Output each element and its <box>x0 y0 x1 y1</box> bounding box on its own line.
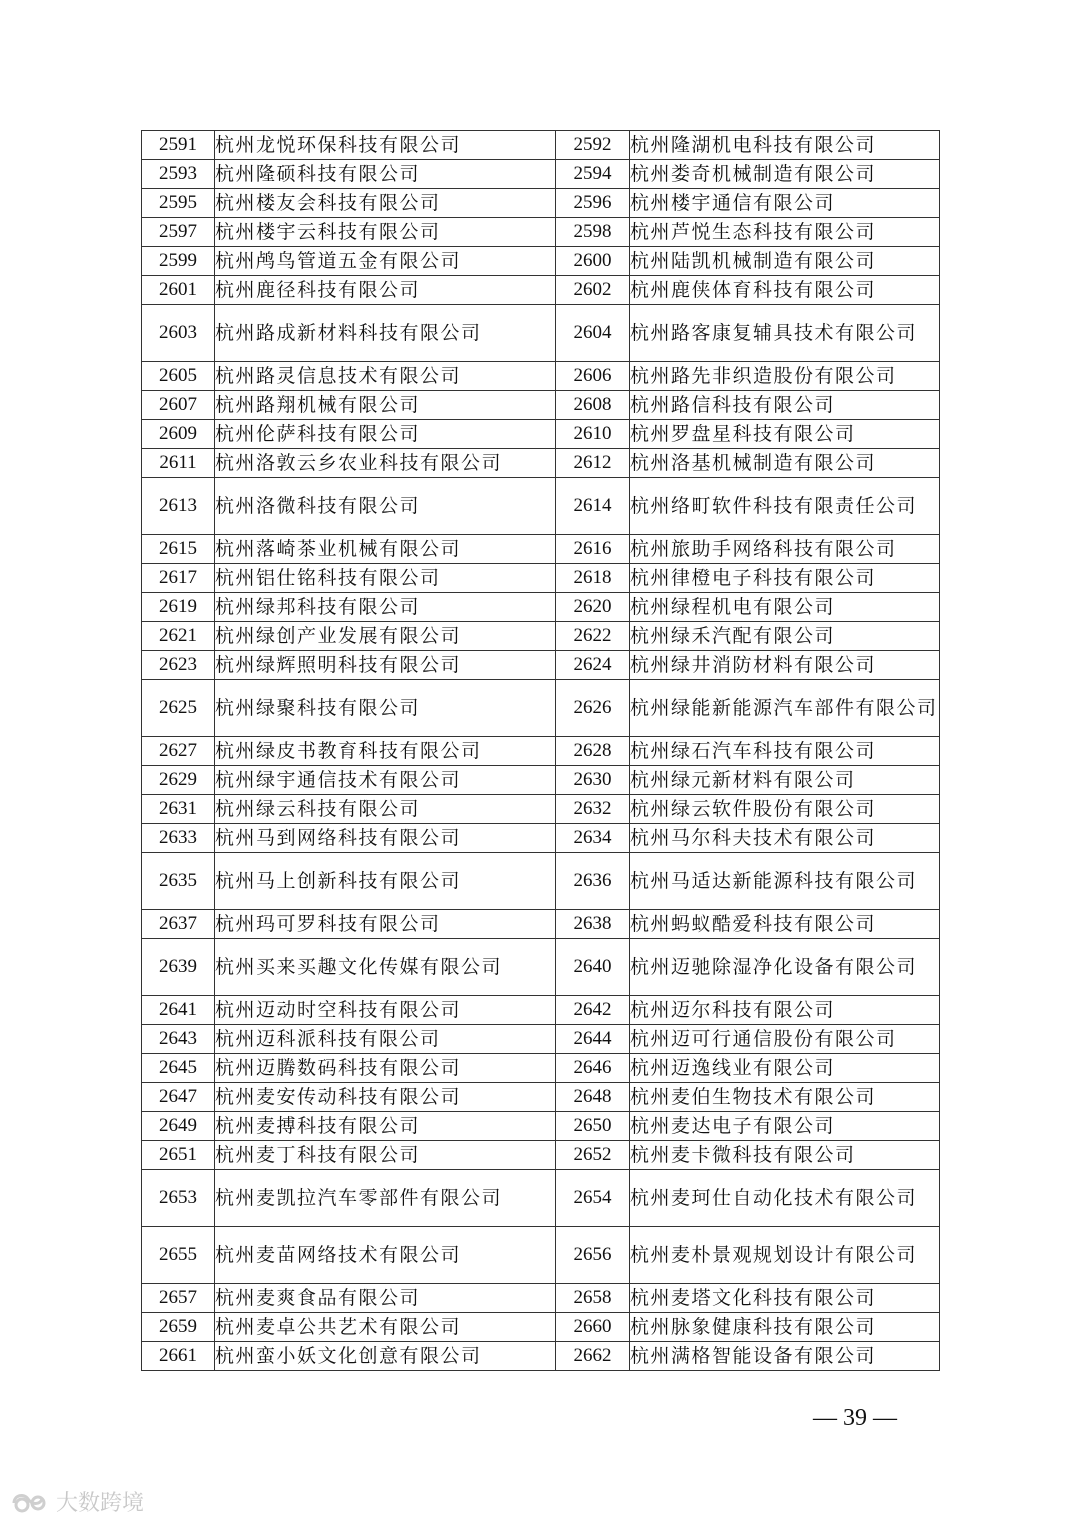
company-name: 杭州迈动时空科技有限公司 <box>215 996 556 1025</box>
company-name: 杭州蛮小妖文化创意有限公司 <box>215 1342 556 1371</box>
entry-number: 2610 <box>556 420 630 449</box>
company-name: 杭州芦悦生态科技有限公司 <box>630 218 940 247</box>
entry-number: 2593 <box>142 160 215 189</box>
company-name: 杭州绿元新材料有限公司 <box>630 766 940 795</box>
entry-number: 2620 <box>556 593 630 622</box>
table-row <box>142 160 940 189</box>
entry-number: 2601 <box>142 276 215 305</box>
entry-number: 2644 <box>556 1025 630 1054</box>
company-name: 杭州绿能新能源汽车部件有限公司 <box>630 680 940 737</box>
table-row <box>142 737 940 766</box>
entry-number: 2651 <box>142 1141 215 1170</box>
table-row <box>142 622 940 651</box>
entry-number: 2629 <box>142 766 215 795</box>
company-name: 杭州洛微科技有限公司 <box>215 478 556 535</box>
company-name: 杭州麦伯生物技术有限公司 <box>630 1083 940 1112</box>
company-name: 杭州麦苗网络技术有限公司 <box>215 1227 556 1284</box>
table-row <box>142 939 940 996</box>
entry-number: 2599 <box>142 247 215 276</box>
entry-number: 2648 <box>556 1083 630 1112</box>
watermark-logo-icon <box>10 1489 50 1515</box>
entry-number: 2616 <box>556 535 630 564</box>
company-name: 杭州鹿侠体育科技有限公司 <box>630 276 940 305</box>
entry-number: 2621 <box>142 622 215 651</box>
table-row <box>142 680 940 737</box>
company-name: 杭州楼宇云科技有限公司 <box>215 218 556 247</box>
table-row <box>142 1284 940 1313</box>
entry-number: 2602 <box>556 276 630 305</box>
entry-number: 2649 <box>142 1112 215 1141</box>
table-row <box>142 651 940 680</box>
company-name: 杭州麦搏科技有限公司 <box>215 1112 556 1141</box>
company-name: 杭州罗盘星科技有限公司 <box>630 420 940 449</box>
entry-number: 2624 <box>556 651 630 680</box>
company-name: 杭州马尔科夫技术有限公司 <box>630 824 940 853</box>
entry-number: 2637 <box>142 910 215 939</box>
entry-number: 2628 <box>556 737 630 766</box>
entry-number: 2653 <box>142 1170 215 1227</box>
company-name: 杭州迈科派科技有限公司 <box>215 1025 556 1054</box>
company-name: 杭州路客康复辅具技术有限公司 <box>630 305 940 362</box>
entry-number: 2646 <box>556 1054 630 1083</box>
entry-number: 2641 <box>142 996 215 1025</box>
entry-number: 2643 <box>142 1025 215 1054</box>
table-row <box>142 910 940 939</box>
company-name: 杭州迈逸线业有限公司 <box>630 1054 940 1083</box>
company-name: 杭州马适达新能源科技有限公司 <box>630 853 940 910</box>
company-name: 杭州绿创产业发展有限公司 <box>215 622 556 651</box>
entry-number: 2618 <box>556 564 630 593</box>
table-row <box>142 564 940 593</box>
company-name: 杭州玛可罗科技有限公司 <box>215 910 556 939</box>
entry-number: 2655 <box>142 1227 215 1284</box>
company-name: 杭州隆硕科技有限公司 <box>215 160 556 189</box>
company-name: 杭州绿石汽车科技有限公司 <box>630 737 940 766</box>
company-name: 杭州隆湖机电科技有限公司 <box>630 131 940 160</box>
company-name: 杭州路灵信息技术有限公司 <box>215 362 556 391</box>
entry-number: 2657 <box>142 1284 215 1313</box>
entry-number: 2612 <box>556 449 630 478</box>
company-name: 杭州路成新材料科技有限公司 <box>215 305 556 362</box>
company-name: 杭州铝仕铭科技有限公司 <box>215 564 556 593</box>
company-name: 杭州麦凯拉汽车零部件有限公司 <box>215 1170 556 1227</box>
company-name: 杭州蚂蚁酷爱科技有限公司 <box>630 910 940 939</box>
company-name: 杭州绿皮书教育科技有限公司 <box>215 737 556 766</box>
entry-number: 2627 <box>142 737 215 766</box>
company-name: 杭州买来买趣文化传媒有限公司 <box>215 939 556 996</box>
table-row <box>142 305 940 362</box>
company-name: 杭州路信科技有限公司 <box>630 391 940 420</box>
entry-number: 2625 <box>142 680 215 737</box>
company-name: 杭州绿程机电有限公司 <box>630 593 940 622</box>
company-name: 杭州迈腾数码科技有限公司 <box>215 1054 556 1083</box>
table-row <box>142 391 940 420</box>
table-row <box>142 1227 940 1284</box>
table-row <box>142 131 940 160</box>
watermark-text: 大数跨境 <box>56 1491 145 1516</box>
company-name: 杭州洛敦云乡农业科技有限公司 <box>215 449 556 478</box>
table-row <box>142 535 940 564</box>
entry-number: 2656 <box>556 1227 630 1284</box>
company-name: 杭州路翔机械有限公司 <box>215 391 556 420</box>
entry-number: 2594 <box>556 160 630 189</box>
company-name: 杭州麦朴景观规划设计有限公司 <box>630 1227 940 1284</box>
company-name: 杭州迈可行通信股份有限公司 <box>630 1025 940 1054</box>
entry-number: 2598 <box>556 218 630 247</box>
company-name: 杭州满格智能设备有限公司 <box>630 1342 940 1371</box>
company-name: 杭州鸬鸟管道五金有限公司 <box>215 247 556 276</box>
company-name: 杭州麦珂仕自动化技术有限公司 <box>630 1170 940 1227</box>
company-name: 杭州伦萨科技有限公司 <box>215 420 556 449</box>
table-row <box>142 189 940 218</box>
entry-number: 2630 <box>556 766 630 795</box>
entry-number: 2603 <box>142 305 215 362</box>
company-list-body <box>142 131 940 1371</box>
entry-number: 2636 <box>556 853 630 910</box>
table-row <box>142 1083 940 1112</box>
entry-number: 2596 <box>556 189 630 218</box>
entry-number: 2600 <box>556 247 630 276</box>
company-name: 杭州脉象健康科技有限公司 <box>630 1313 940 1342</box>
table-row <box>142 593 940 622</box>
table-row <box>142 218 940 247</box>
entry-number: 2607 <box>142 391 215 420</box>
entry-number: 2613 <box>142 478 215 535</box>
entry-number: 2626 <box>556 680 630 737</box>
company-name: 杭州麦达电子有限公司 <box>630 1112 940 1141</box>
company-name: 杭州洛基机械制造有限公司 <box>630 449 940 478</box>
entry-number: 2595 <box>142 189 215 218</box>
entry-number: 2619 <box>142 593 215 622</box>
table-row <box>142 766 940 795</box>
entry-number: 2633 <box>142 824 215 853</box>
table-row <box>142 1025 940 1054</box>
entry-number: 2660 <box>556 1313 630 1342</box>
entry-number: 2606 <box>556 362 630 391</box>
company-name: 杭州绿宇通信技术有限公司 <box>215 766 556 795</box>
entry-number: 2658 <box>556 1284 630 1313</box>
entry-number: 2631 <box>142 795 215 824</box>
table-row <box>142 824 940 853</box>
company-name: 杭州马上创新科技有限公司 <box>215 853 556 910</box>
table-row <box>142 795 940 824</box>
entry-number: 2623 <box>142 651 215 680</box>
table-row <box>142 276 940 305</box>
table-row <box>142 247 940 276</box>
entry-number: 2622 <box>556 622 630 651</box>
company-name: 杭州绿井消防材料有限公司 <box>630 651 940 680</box>
entry-number: 2662 <box>556 1342 630 1371</box>
table-row <box>142 449 940 478</box>
entry-number: 2659 <box>142 1313 215 1342</box>
watermark <box>10 1486 144 1517</box>
table-row <box>142 996 940 1025</box>
entry-number: 2617 <box>142 564 215 593</box>
entry-number: 2605 <box>142 362 215 391</box>
entry-number: 2638 <box>556 910 630 939</box>
table-row <box>142 1141 940 1170</box>
company-name: 杭州麦卓公共艺术有限公司 <box>215 1313 556 1342</box>
company-name: 杭州绿禾汽配有限公司 <box>630 622 940 651</box>
company-name: 杭州马到网络科技有限公司 <box>215 824 556 853</box>
company-name: 杭州龙悦环保科技有限公司 <box>215 131 556 160</box>
entry-number: 2608 <box>556 391 630 420</box>
company-name: 杭州麦塔文化科技有限公司 <box>630 1284 940 1313</box>
company-list-table <box>141 130 940 1371</box>
page-number: — 39 — <box>813 1405 897 1431</box>
company-name: 杭州迈驰除湿净化设备有限公司 <box>630 939 940 996</box>
company-name: 杭州楼宇通信有限公司 <box>630 189 940 218</box>
company-name: 杭州路先非织造股份有限公司 <box>630 362 940 391</box>
entry-number: 2635 <box>142 853 215 910</box>
company-name: 杭州旅助手网络科技有限公司 <box>630 535 940 564</box>
entry-number: 2634 <box>556 824 630 853</box>
entry-number: 2632 <box>556 795 630 824</box>
entry-number: 2647 <box>142 1083 215 1112</box>
entry-number: 2592 <box>556 131 630 160</box>
entry-number: 2654 <box>556 1170 630 1227</box>
company-name: 杭州律橙电子科技有限公司 <box>630 564 940 593</box>
company-name: 杭州楼友会科技有限公司 <box>215 189 556 218</box>
entry-number: 2611 <box>142 449 215 478</box>
company-name: 杭州麦安传动科技有限公司 <box>215 1083 556 1112</box>
company-name: 杭州络町软件科技有限责任公司 <box>630 478 940 535</box>
table-row <box>142 420 940 449</box>
company-name: 杭州绿邦科技有限公司 <box>215 593 556 622</box>
company-name: 杭州绿云科技有限公司 <box>215 795 556 824</box>
table-row <box>142 1342 940 1371</box>
company-name: 杭州陆凯机械制造有限公司 <box>630 247 940 276</box>
entry-number: 2652 <box>556 1141 630 1170</box>
table-row <box>142 853 940 910</box>
entry-number: 2639 <box>142 939 215 996</box>
entry-number: 2604 <box>556 305 630 362</box>
table-row <box>142 362 940 391</box>
entry-number: 2614 <box>556 478 630 535</box>
table-row <box>142 1170 940 1227</box>
entry-number: 2615 <box>142 535 215 564</box>
entry-number: 2650 <box>556 1112 630 1141</box>
company-name: 杭州麦卡微科技有限公司 <box>630 1141 940 1170</box>
table-row <box>142 1112 940 1141</box>
company-name: 杭州绿云软件股份有限公司 <box>630 795 940 824</box>
entry-number: 2640 <box>556 939 630 996</box>
entry-number: 2591 <box>142 131 215 160</box>
entry-number: 2609 <box>142 420 215 449</box>
table-row <box>142 1313 940 1342</box>
company-name: 杭州绿辉照明科技有限公司 <box>215 651 556 680</box>
company-name: 杭州落崎茶业机械有限公司 <box>215 535 556 564</box>
table-row <box>142 478 940 535</box>
company-name: 杭州鹿径科技有限公司 <box>215 276 556 305</box>
company-name: 杭州迈尔科技有限公司 <box>630 996 940 1025</box>
entry-number: 2597 <box>142 218 215 247</box>
entry-number: 2642 <box>556 996 630 1025</box>
entry-number: 2661 <box>142 1342 215 1371</box>
entry-number: 2645 <box>142 1054 215 1083</box>
company-name: 杭州娄奇机械制造有限公司 <box>630 160 940 189</box>
table-row <box>142 1054 940 1083</box>
company-name: 杭州麦爽食品有限公司 <box>215 1284 556 1313</box>
company-name: 杭州麦丁科技有限公司 <box>215 1141 556 1170</box>
company-name: 杭州绿聚科技有限公司 <box>215 680 556 737</box>
